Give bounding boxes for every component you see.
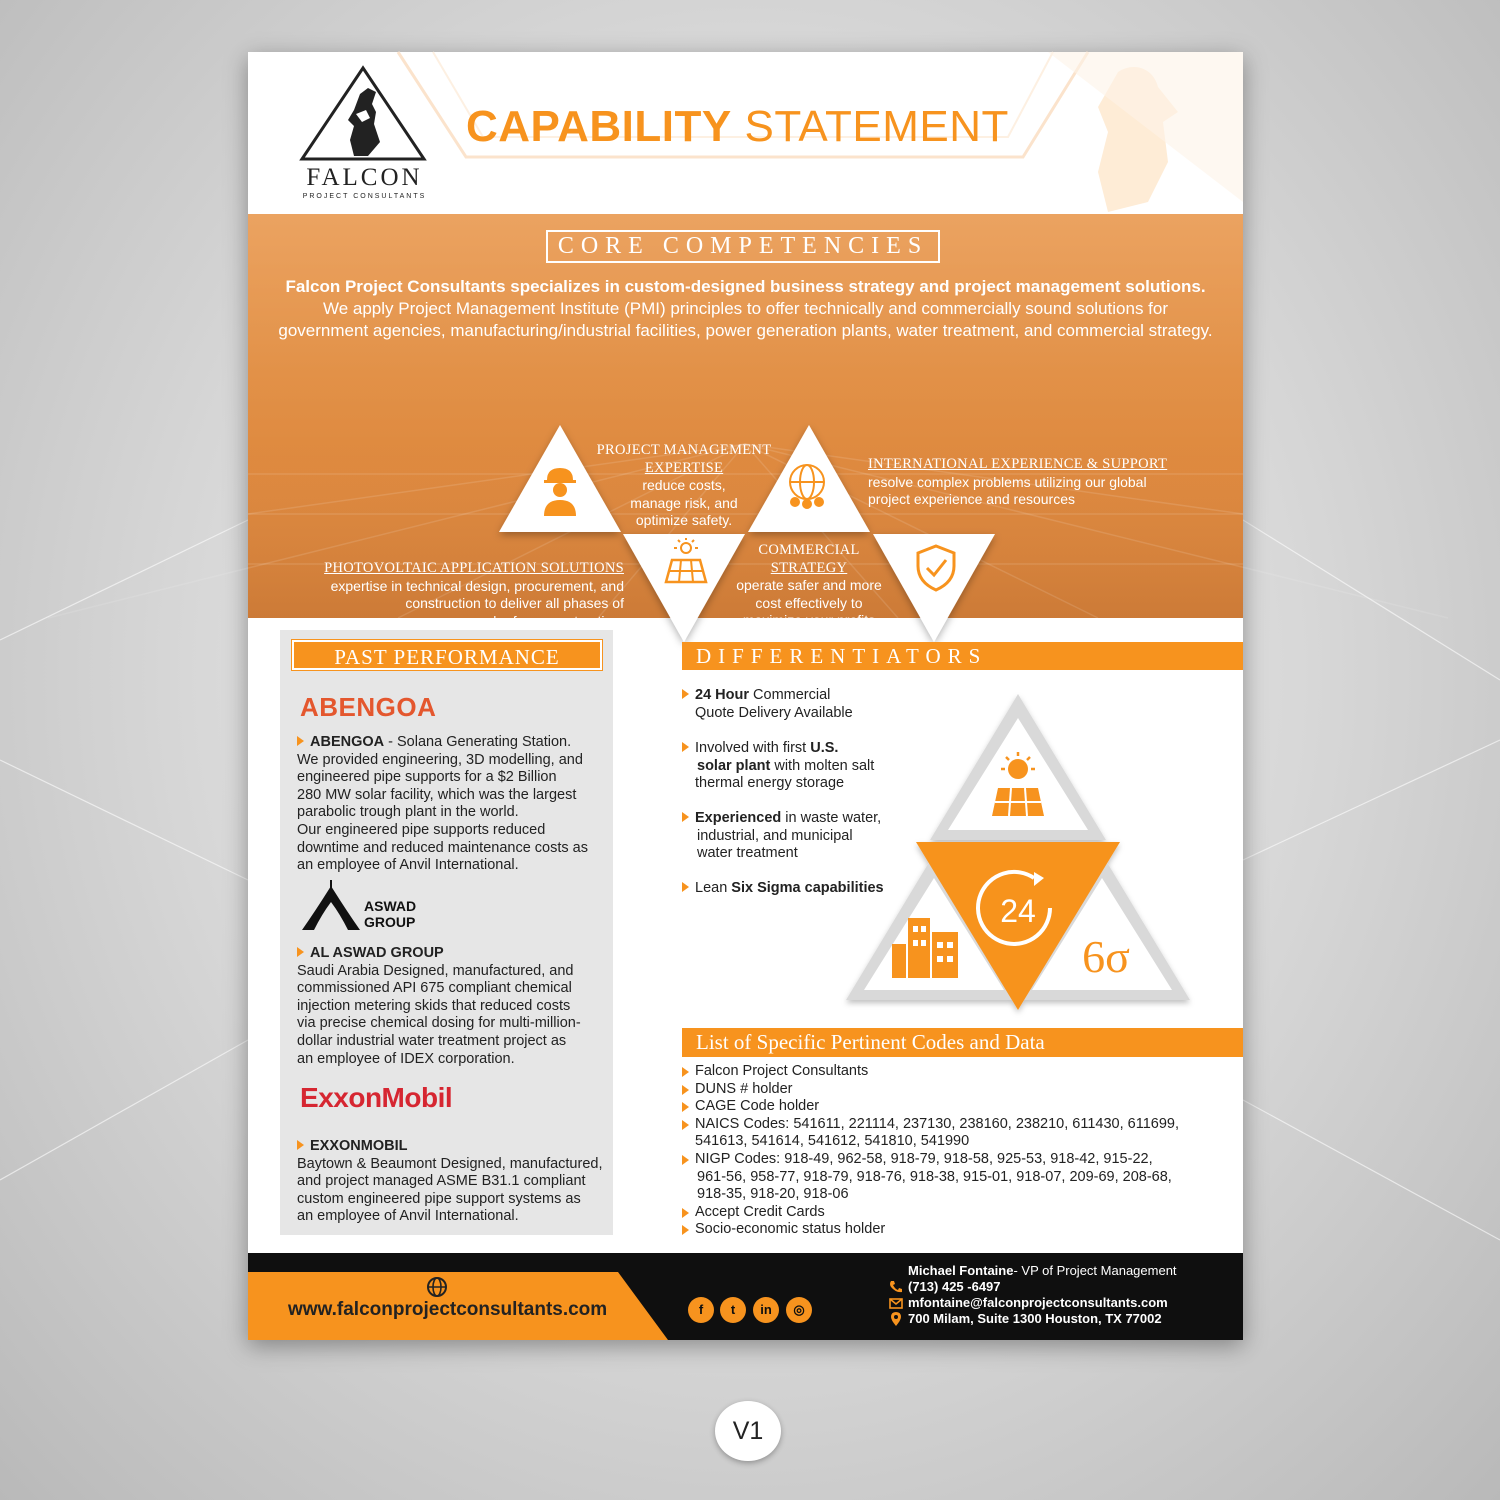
- website-link[interactable]: www.falconprojectconsultants.com: [288, 1299, 608, 1320]
- competency-text: construction to deliver all phases of: [405, 595, 624, 611]
- core-lead-text: Falcon Project Consultants specializes in custom-designed business strategy and project management solutions.: [285, 277, 1206, 296]
- differentiator-item: Involved with first U.S. solar plant with molten salt thermal energy storage: [682, 740, 892, 793]
- competency-text: maximize your profits: [742, 612, 876, 628]
- differentiator-item: 24 Hour Commercial Quote Delivery Available: [682, 687, 892, 722]
- bullet-icon: [682, 812, 689, 822]
- differentiators-graphic: [838, 692, 1198, 1012]
- differentiator-item: Lean Six Sigma capabilities: [682, 880, 892, 898]
- aswad-logo-text: GROUP: [364, 914, 416, 930]
- past-item-exxonmobil: EXXONMOBIL Baytown & Beaumont Designed, manufactured, and project managed ASME B31.1 compliant custom engineered pipe support systems as an employee of Anvil International.: [297, 1138, 603, 1225]
- bullet-icon: [682, 1085, 689, 1095]
- list-item: DUNS # holder: [682, 1081, 1212, 1099]
- competency-title: PROJECT MANAGEMENT: [596, 442, 772, 458]
- differentiator-item: Experienced in waste water, industrial, and municipal water treatment: [682, 810, 892, 863]
- list-item: CAGE Code holder: [682, 1098, 1212, 1116]
- capability-statement-sheet: [248, 52, 1243, 1340]
- bullet-icon: [682, 1155, 689, 1165]
- sigma-label: 6σ: [1082, 931, 1130, 982]
- competency-text: operate safer and more: [736, 577, 882, 593]
- aswad-logo-text: ASWAD: [364, 898, 417, 914]
- competency-project-management: [584, 442, 784, 530]
- contact-name: Michael Fontaine: [908, 1263, 1014, 1278]
- competency-international: [868, 456, 1208, 509]
- linkedin-icon[interactable]: in: [753, 1297, 779, 1323]
- competency-text: cost effectively to: [755, 594, 863, 611]
- bullet-icon: [682, 689, 689, 699]
- past-item-abengoa: ABENGOA - Solana Generating Station. We provided engineering, 3D modelling, and engineered pipe supports for a $2 Billion 280 MW solar facility, which was the largest parabolic trough plant in the world. Our engineered pipe supports reduced downtime and reduced maintenance costs as an employee of Anvil International.: [297, 734, 588, 874]
- title-rest: STATEMENT: [744, 102, 1009, 151]
- bullet-icon: [682, 1102, 689, 1112]
- competency-text: project experience and resources: [868, 491, 1076, 507]
- location-pin-icon: [888, 1312, 904, 1326]
- core-body-text: We apply Project Management Institute (PMI) principles to offer technically and commercially sound solutions for government agencies, manufacturing/industrial facilities, power generation plants, water treatment, and commercial strategy.: [278, 299, 1213, 340]
- competency-text: reduce costs,: [642, 477, 726, 493]
- contact-role: - VP of Project Management: [1013, 1263, 1177, 1278]
- abengoa-logo: ABENGOA: [300, 692, 437, 722]
- contact-phone[interactable]: (713) 425 -6497: [908, 1279, 1001, 1294]
- logo-subtitle: PROJECT CONSULTANTS: [302, 193, 427, 200]
- competency-title: STRATEGY: [770, 559, 848, 576]
- past-performance-panel: [280, 630, 613, 1235]
- list-item: Accept Credit Cards: [682, 1204, 1212, 1222]
- competency-text: optimize safety.: [635, 512, 733, 528]
- bullet-icon: [297, 736, 304, 746]
- version-badge: V1: [715, 1401, 781, 1461]
- footer: [248, 1253, 1243, 1340]
- bullet-icon: [297, 947, 304, 957]
- twitter-icon[interactable]: t: [720, 1297, 746, 1323]
- bullet-icon: [682, 882, 689, 892]
- bullet-icon: [682, 1208, 689, 1218]
- contact-address: 700 Milam, Suite 1300 Houston, TX 77002: [908, 1311, 1162, 1326]
- aswad-mark-icon: [300, 880, 362, 932]
- instagram-icon[interactable]: ◎: [786, 1297, 812, 1323]
- codes-list: [682, 1063, 1212, 1239]
- bullet-icon: [682, 1225, 689, 1235]
- clock-label: 24: [1000, 893, 1036, 929]
- aswad-group-logo: [300, 880, 430, 932]
- bullet-icon: [682, 1067, 689, 1077]
- globe-icon: [426, 1276, 448, 1298]
- exxonmobil-logo: ExxonMobil: [300, 1082, 453, 1113]
- bullet-icon: [682, 742, 689, 752]
- bullet-icon: [682, 1120, 689, 1130]
- past-item-aswad: AL ASWAD GROUP Saudi Arabia Designed, manufactured, and commissioned API 675 compliant chemical injection metering skids that reduced costs via precise chemical dosing for multi-million- dollar industrial water treatment project as an employee of IDEX corporation.: [297, 945, 581, 1067]
- core-competencies-section: [248, 214, 1243, 629]
- codes-title: List of Specific Pertinent Codes and Data: [682, 1028, 1243, 1057]
- competency-text: solar farm construction.: [478, 612, 624, 629]
- competency-photovoltaic: [278, 560, 624, 630]
- list-item: NIGP Codes: 918-49, 962-58, 918-79, 918-58, 925-53, 918-42, 915-22, 961-56, 958-77, 918-79, 918-76, 918-38, 915-01, 918-07, 209-69, 208-68, 918-35, 918-20, 918-06: [682, 1151, 1212, 1204]
- competency-title: COMMERCIAL: [758, 542, 860, 558]
- email-icon: [888, 1296, 904, 1310]
- list-item: NAICS Codes: 541611, 221114, 237130, 238160, 238210, 611430, 611699, 541613, 541614, 541612, 541810, 541990: [682, 1116, 1212, 1151]
- differentiators-title: DIFFERENTIATORS: [682, 642, 1243, 670]
- competency-title: PHOTOVOLTAIC APPLICATION SOLUTIONS: [324, 560, 624, 576]
- competency-text: manage risk, and: [630, 494, 738, 511]
- core-competencies-title: CORE COMPETENCIES: [546, 230, 940, 263]
- phone-icon: [888, 1280, 904, 1294]
- competency-title: EXPERTISE: [644, 459, 724, 476]
- logo-wordmark: FALCON: [306, 164, 423, 191]
- page-title: [466, 102, 1009, 152]
- competency-commercial: [714, 542, 904, 630]
- past-performance-title: PAST PERFORMANCE: [292, 640, 602, 670]
- contact-email[interactable]: mfontaine@falconprojectconsultants.com: [908, 1295, 1168, 1310]
- competency-title: INTERNATIONAL EXPERIENCE & SUPPORT: [868, 456, 1168, 472]
- bullet-icon: [297, 1140, 304, 1150]
- facebook-icon[interactable]: f: [688, 1297, 714, 1323]
- title-bold: CAPABILITY: [466, 102, 732, 151]
- list-item: Socio-economic status holder: [682, 1221, 1212, 1239]
- list-item: Falcon Project Consultants: [682, 1063, 1212, 1081]
- competency-text: expertise in technical design, procurement, and: [330, 577, 624, 594]
- contact-block: [888, 1263, 1177, 1327]
- competency-text: resolve complex problems utilizing our global: [868, 473, 1147, 490]
